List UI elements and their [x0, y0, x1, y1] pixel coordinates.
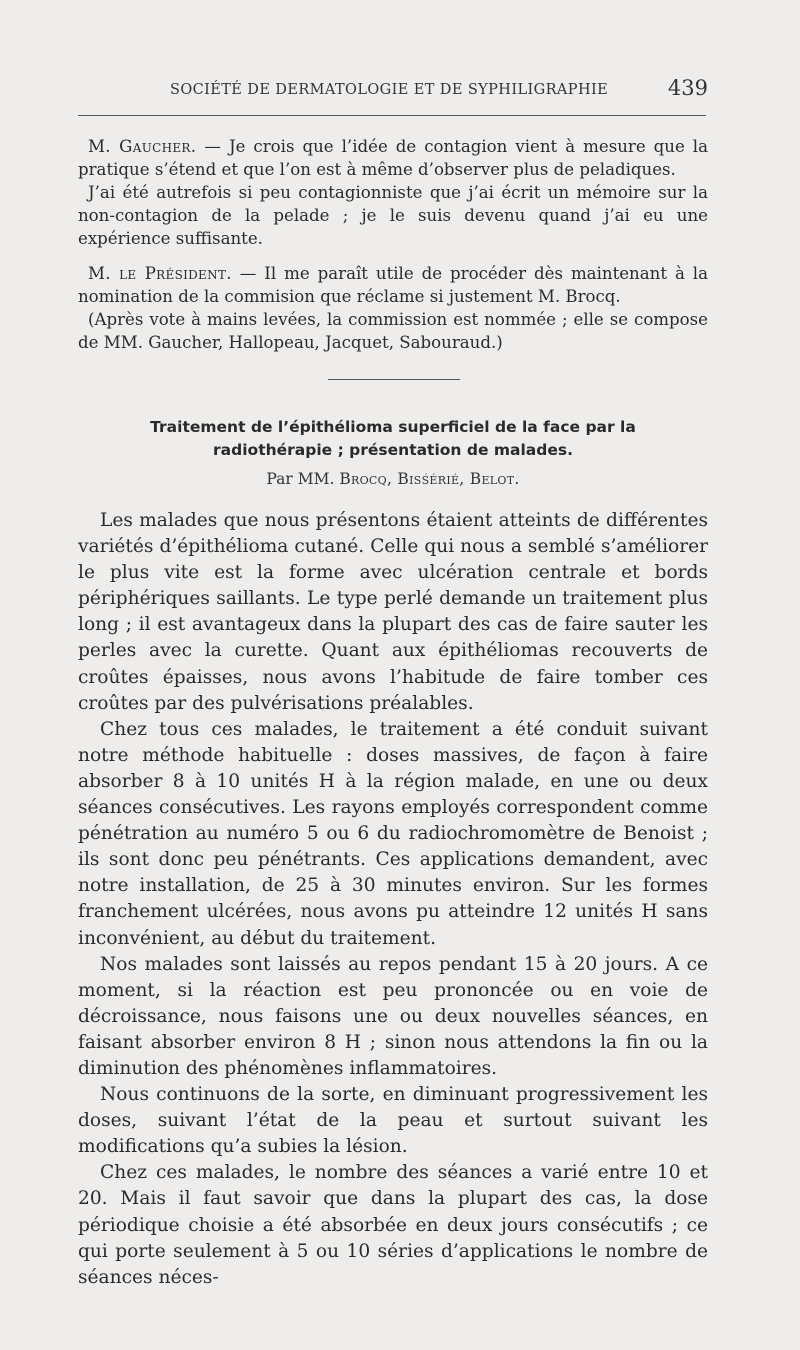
header-rule [78, 115, 706, 116]
title-line: radiothérapie ; présentation de malades. [213, 441, 573, 459]
byline [78, 470, 708, 488]
page-number: 439 [667, 76, 708, 100]
running-title: SOCIÉTÉ DE DERMATOLOGIE ET DE SYPHILIGRAPHIE [170, 82, 609, 98]
article-title [78, 416, 708, 462]
paragraph-gaucher-1 [78, 135, 708, 181]
paragraph-president [78, 262, 708, 308]
discussion-gaucher [78, 135, 708, 250]
speaker-name: M. le Président. [88, 264, 232, 283]
byline-authors: Brocq, Bisśérié, Belot. [339, 470, 520, 488]
speech-text: — Il me paraît utile de procéder dès maintenant à la nomination de la commision que réclame si justement M. Brocq. [78, 264, 708, 306]
body-paragraph: Nos malades sont laissés au repos pendant 15 à 20 jours. A ce moment, si la réaction est peu prononcée ou en voie de décroissance, nous faisons une ou deux nouvelles séances, en faisant absorber environ 8 H ; sinon nous attendons la fin ou la diminution des phénomènes inflammatoires. [78, 953, 708, 1079]
title-line: Traitement de l’épithélioma superficiel de la face par la [150, 418, 636, 436]
speaker-name: M. Gaucher. [88, 137, 197, 156]
running-head [78, 76, 708, 102]
body-paragraph: Chez ces malades, le nombre des séances a varié entre 10 et 20. Mais il faut savoir que dans la plupart des cas, la dose périodique choisie a été absorbée en deux jours consécutifs ; ce qui porte seulement à 5 ou 10 séries d’applications le nombre de séances néces- [78, 1162, 708, 1288]
discussion-president [78, 262, 708, 354]
byline-prefix: Par MM. [266, 470, 340, 488]
body-paragraph: Les malades que nous présentons étaient atteints de différentes variétés d’épithélioma cutané. Celle qui nous a semblé s’améliorer le plus vite est la forme avec ulcération centrale et bords périphériques saillants. Le type perlé demande un traitement plus long ; il est avantageux dans la plupart des cas de faire sauter les perles avec la curette. Quant aux épithéliomas recouverts de croûtes épaisses, nous avons l’habitude de faire tomber ces croûtes par des pulvérisations préalables. [78, 510, 708, 714]
body-paragraph: Nous continuons de la sorte, en diminuant progressivement les doses, suivant l’état de la peau et surtout suivant les modifications qu’a subies la lésion. [78, 1084, 708, 1158]
section-divider [328, 379, 460, 380]
body-paragraph: Chez tous ces malades, le traitement a été conduit suivant notre méthode habituelle : doses massives, de façon à faire absorber 8 à 10 unités H à la région malade, en une ou deux séances consécutives. Les rayons employés correspondent comme pénétration au numéro 5 ou 6 du radiochromomètre de Benoist ; ils sont donc peu pénétrants. Ces applications demandent, avec notre installation, de 25 à 30 minutes environ. Sur les formes franchement ulcérées, nous avons pu atteindre 12 unités H sans inconvénient, au début du traitement. [78, 718, 708, 949]
speech-text: — Je crois que l’idée de contagion vient à mesure que la pratique s’étend et que l’on est à même d’observer plus de peladiques. [78, 137, 708, 179]
paragraph-gaucher-2: J’ai été autrefois si peu contagionniste que j’ai écrit un mémoire sur la non-contagion de la pelade ; je le suis devenu quand j’ai eu une expérience suffisante. [78, 183, 708, 248]
paragraph-vote: (Après vote à mains levées, la commission est nommée ; elle se compose de MM. Gaucher, Hallopeau, Jacquet, Sabouraud.) [78, 310, 708, 352]
article-body [78, 508, 708, 1291]
